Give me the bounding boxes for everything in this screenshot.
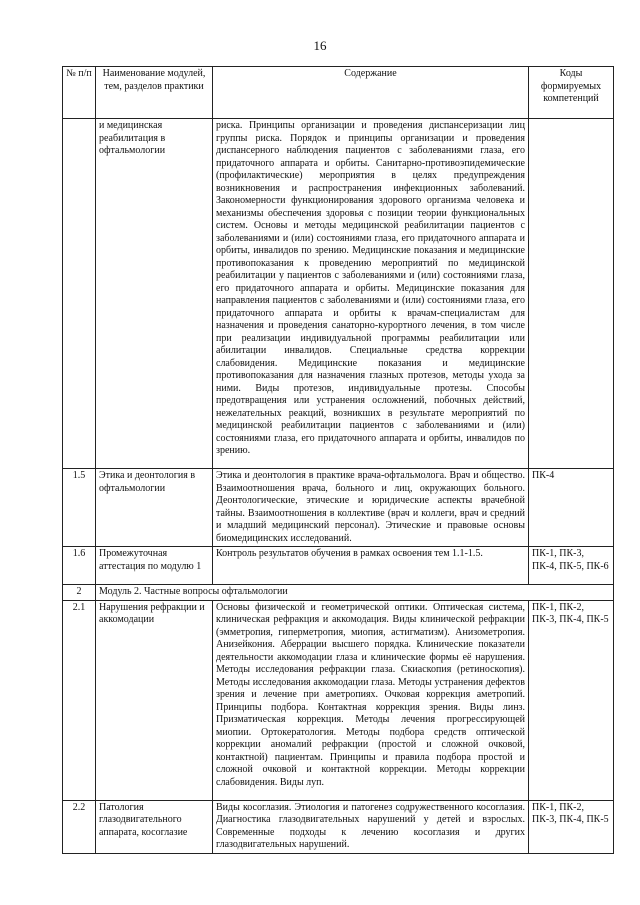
header-codes: Коды формируемых компетенций	[529, 67, 614, 119]
module-title: Модуль 2. Частные вопросы офтальмологии	[96, 585, 614, 601]
header-content: Содержание	[213, 67, 529, 119]
row-num: 2.1	[63, 600, 96, 800]
row-name: Нарушения рефракции и аккомодации	[96, 600, 213, 800]
row-num	[63, 119, 96, 469]
row-codes	[529, 119, 614, 469]
module-num: 2	[63, 585, 96, 601]
row-codes: ПК-1, ПК-2, ПК-3, ПК-4, ПК-5	[529, 800, 614, 853]
row-content: Основы физической и геометрической оптики. Оптическая система, клиническая рефракция и аккомодация. Виды клинической рефракции (эмметропия, гиперметропия, миопия, астигматизм). Анизометропия. Анизейкония. Аберрации высшего порядка. Клинические показатели деятельности аккомодации глаза и клинические формы её нарушения. Методы исследования рефракции глаза. Скиаскопия (ретиноскопия). Методы исследования аккомодации глаза. Методы устранения дефектов зрения и лечение при аметропиях. Очковая коррекция аметропий. Принципы подбора. Контактная коррекция зрения. Виды линз. Призматическая коррекция. Методы лечения прогрессирующей миопии. Ортокератология. Методы подбора средств оптической коррекции аномалий рефракции (простой и сложной очковой, контактной) пациентам. Принципы и правила подбора простой и сложной очковой и контактной коррекции. Методы коррекции слабовидения. Виды луп.	[213, 600, 529, 800]
page-number: 16	[313, 38, 327, 53]
row-content: риска. Принципы организации и проведения диспансеризации лиц группы риска. Порядок и принципы организации и проведения диспансерного наблюдения пациентов с заболеваниями глаза, его придаточного аппарата и орбиты. Санитарно-противоэпидемические (профилактические) мероприятия в целях предупреждения возникновения и распространения инфекционных заболеваний. Закономерности функционирования здорового организма человека и механизмы обеспечения здоровья с позиции теории функциональных систем. Основы и методы медицинской реабилитации пациентов с заболеваниями и (или) состояниями глаза, его придаточного аппарата и орбиты, инвалидов по зрению. Медицинские показания и медицинские противопоказания к проведению мероприятий по медицинской реабилитации у пациентов с заболеваниями и (или) состояниями глаза, его придаточного аппарата и орбиты. Медицинские показания для направления пациентов с заболеваниями и (или) состояниями глаза, его придаточного аппарата и орбиты к врачам-специалистам для назначения и проведения санаторно-курортного лечения, в том числе при реализации индивидуальной программы реабилитации или абилитации инвалидов. Специальные средства коррекции слабовидения. Медицинские показания и медицинские противопоказания для назначения глазных протезов, методы ухода за ними. Виды протезов, индивидуальные протезы. Способы предотвращения или устранения осложнений, побочных действий, нежелательных реакций, возникших в результате мероприятий по медицинской реабилитации пациентов с заболеваниями и (или) состояниями глаза, его придаточного аппарата и орбиты, инвалидов по зрению.	[213, 119, 529, 469]
row-num: 1.6	[63, 547, 96, 585]
row-name: и медицинская реабилитация в офтальмологии	[96, 119, 213, 469]
table-header-row	[63, 67, 614, 119]
table-row	[63, 119, 614, 469]
table-row	[63, 800, 614, 853]
row-codes: ПК-4	[529, 469, 614, 547]
row-name: Этика и деонтология в офтальмологии	[96, 469, 213, 547]
module-row	[63, 585, 614, 601]
table-row	[63, 469, 614, 547]
header-name: Наименование модулей, тем, разделов практики	[96, 67, 213, 119]
row-name: Патология глазодвигательного аппарата, косоглазие	[96, 800, 213, 853]
row-content: Виды косоглазия. Этиология и патогенез содружественного косоглазия. Диагностика глазодвигательных нарушений у детей и взрослых. Современные подходы к лечению косоглазия и других глазодвигательных нарушений.	[213, 800, 529, 853]
table-row	[63, 600, 614, 800]
row-codes: ПК-1, ПК-2, ПК-3, ПК-4, ПК-5	[529, 600, 614, 800]
row-content: Контроль результатов обучения в рамках освоения тем 1.1-1.5.	[213, 547, 529, 585]
row-num: 1.5	[63, 469, 96, 547]
table-row	[63, 547, 614, 585]
header-num: № п/п	[63, 67, 96, 119]
curriculum-table	[62, 66, 614, 854]
row-codes: ПК-1, ПК-3, ПК-4, ПК-5, ПК-6	[529, 547, 614, 585]
row-num: 2.2	[63, 800, 96, 853]
row-name: Промежуточная аттестация по модулю 1	[96, 547, 213, 585]
row-content: Этика и деонтология в практике врача-офтальмолога. Врач и общество. Взаимоотношения врача, больного и лиц, окружающих больного. Деонтологические, этические и юридические аспекты врачебной тайны. Взаимоотношения в коллективе (врач и коллеги, врач и средний и младший медицинский персонал). Этические и правовые основы биомедицинских исследований.	[213, 469, 529, 547]
